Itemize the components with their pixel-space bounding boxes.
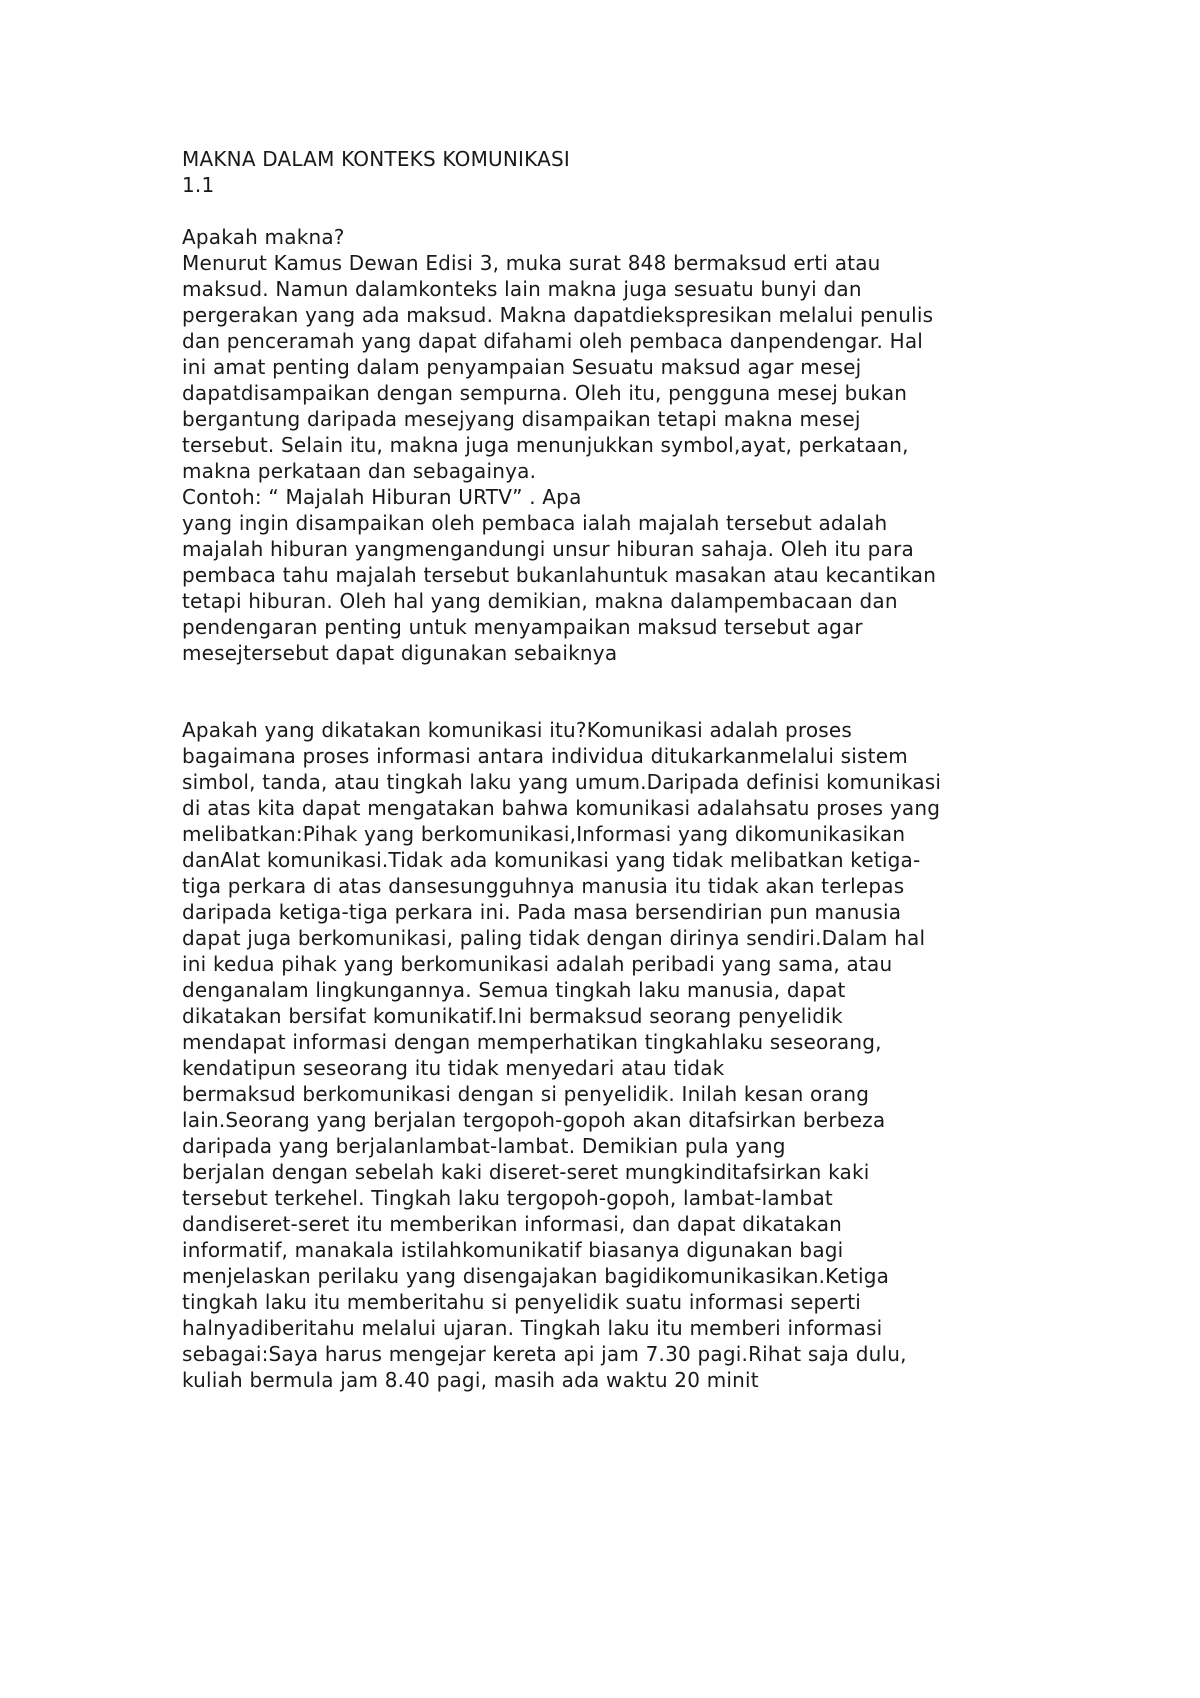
paragraph-line: dan penceramah yang dapat difahami oleh pembaca danpendengar. Hal bbox=[182, 329, 924, 353]
paragraph-line: Menurut Kamus Dewan Edisi 3, muka surat 848 bermaksud erti atau bbox=[182, 251, 881, 275]
paragraph-line: bermaksud berkomunikasi dengan si penyelidik. Inilah kesan orang bbox=[182, 1082, 870, 1106]
paragraph-line: kendatipun seseorang itu tidak menyedari atau tidak bbox=[182, 1056, 725, 1080]
paragraph-line: maksud. Namun dalamkonteks lain makna juga sesuatu bunyi dan bbox=[182, 277, 862, 301]
paragraph-line: makna perkataan dan sebagainya. bbox=[182, 459, 537, 483]
paragraph-line: daripada yang berjalanlambat-lambat. Demikian pula yang bbox=[182, 1134, 786, 1158]
paragraph-line: kuliah bermula jam 8.40 pagi, masih ada waktu 20 minit bbox=[182, 1368, 759, 1392]
paragraph-line: berjalan dengan sebelah kaki diseret-seret mungkinditafsirkan kaki bbox=[182, 1160, 870, 1184]
paragraph-line: tersebut. Selain itu, makna juga menunjukkan symbol,ayat, perkataan, bbox=[182, 433, 909, 457]
paragraph-line: halnyadiberitahu melalui ujaran. Tingkah laku itu memberi informasi bbox=[182, 1316, 883, 1340]
paragraph-line: bagaimana proses informasi antara individua ditukarkanmelalui sistem bbox=[182, 744, 908, 768]
paragraph-line: ini kedua pihak yang berkomunikasi adalah peribadi yang sama, atau bbox=[182, 952, 893, 976]
paragraph-line: tingkah laku itu memberitahu si penyelidik suatu informasi seperti bbox=[182, 1290, 862, 1314]
paragraph-line: Apakah yang dikatakan komunikasi itu?Komunikasi adalah proses bbox=[182, 718, 853, 742]
paragraph-line: dandiseret-seret itu memberikan informasi, dan dapat dikatakan bbox=[182, 1212, 843, 1236]
section-komunikasi bbox=[182, 717, 1032, 1393]
section-heading: Apakah makna? bbox=[182, 225, 345, 249]
paragraph-line: mendapat informasi dengan memperhatikan tingkahlaku seseorang, bbox=[182, 1030, 882, 1054]
paragraph-line: majalah hiburan yangmengandungi unsur hiburan sahaja. Oleh itu para bbox=[182, 537, 914, 561]
paragraph-line: tiga perkara di atas dansesungguhnya manusia itu tidak akan terlepas bbox=[182, 874, 905, 898]
paragraph-line: bergantung daripada mesejyang disampaikan tetapi makna mesej bbox=[182, 407, 861, 431]
paragraph-line: tersebut terkehel. Tingkah laku tergopoh-gopoh, lambat-lambat bbox=[182, 1186, 833, 1210]
paragraph-line: dapat juga berkomunikasi, paling tidak dengan dirinya sendiri.Dalam hal bbox=[182, 926, 926, 950]
section-makna bbox=[182, 146, 1032, 666]
paragraph-line: melibatkan:Pihak yang berkomunikasi,Informasi yang dikomunikasikan bbox=[182, 822, 906, 846]
paragraph-line: sebagai:Saya harus mengejar kereta api jam 7.30 pagi.Rihat saja dulu, bbox=[182, 1342, 907, 1366]
paragraph-line: informatif, manakala istilahkomunikatif biasanya digunakan bagi bbox=[182, 1238, 844, 1262]
paragraph-line: yang ingin disampaikan oleh pembaca ialah majalah tersebut adalah bbox=[182, 511, 888, 535]
paragraph-line: di atas kita dapat mengatakan bahwa komunikasi adalahsatu proses yang bbox=[182, 796, 941, 820]
paragraph-line: danAlat komunikasi.Tidak ada komunikasi yang tidak melibatkan ketiga- bbox=[182, 848, 921, 872]
paragraph-line: pendengaran penting untuk menyampaikan maksud tersebut agar bbox=[182, 615, 863, 639]
paragraph-line: denganalam lingkungannya. Semua tingkah laku manusia, dapat bbox=[182, 978, 846, 1002]
paragraph-line: simbol, tanda, atau tingkah laku yang umum.Daripada definisi komunikasi bbox=[182, 770, 942, 794]
section-number: 1.1 bbox=[182, 173, 215, 197]
paragraph-line: tetapi hiburan. Oleh hal yang demikian, makna dalampembacaan dan bbox=[182, 589, 898, 613]
blank-line bbox=[182, 198, 1032, 224]
paragraph-line: daripada ketiga-tiga perkara ini. Pada masa bersendirian pun manusia bbox=[182, 900, 902, 924]
paragraph-line: dikatakan bersifat komunikatif.Ini bermaksud seorang penyelidik bbox=[182, 1004, 843, 1028]
document-title: MAKNA DALAM KONTEKS KOMUNIKASI bbox=[182, 147, 570, 171]
paragraph-line: ini amat penting dalam penyampaian Sesuatu maksud agar mesej bbox=[182, 355, 862, 379]
paragraph-line: lain.Seorang yang berjalan tergopoh-gopoh akan ditafsirkan berbeza bbox=[182, 1108, 886, 1132]
paragraph-line: menjelaskan perilaku yang disengajakan bagidikomunikasikan.Ketiga bbox=[182, 1264, 890, 1288]
paragraph-line: dapatdisampaikan dengan sempurna. Oleh itu, pengguna mesej bukan bbox=[182, 381, 908, 405]
example-line: Contoh: “ Majalah Hiburan URTV” . Apa bbox=[182, 485, 582, 509]
paragraph-line: pergerakan yang ada maksud. Makna dapatdiekspresikan melalui penulis bbox=[182, 303, 934, 327]
paragraph-line: mesejtersebut dapat digunakan sebaiknya bbox=[182, 641, 618, 665]
paragraph-line: pembaca tahu majalah tersebut bukanlahuntuk masakan atau kecantikan bbox=[182, 563, 937, 587]
